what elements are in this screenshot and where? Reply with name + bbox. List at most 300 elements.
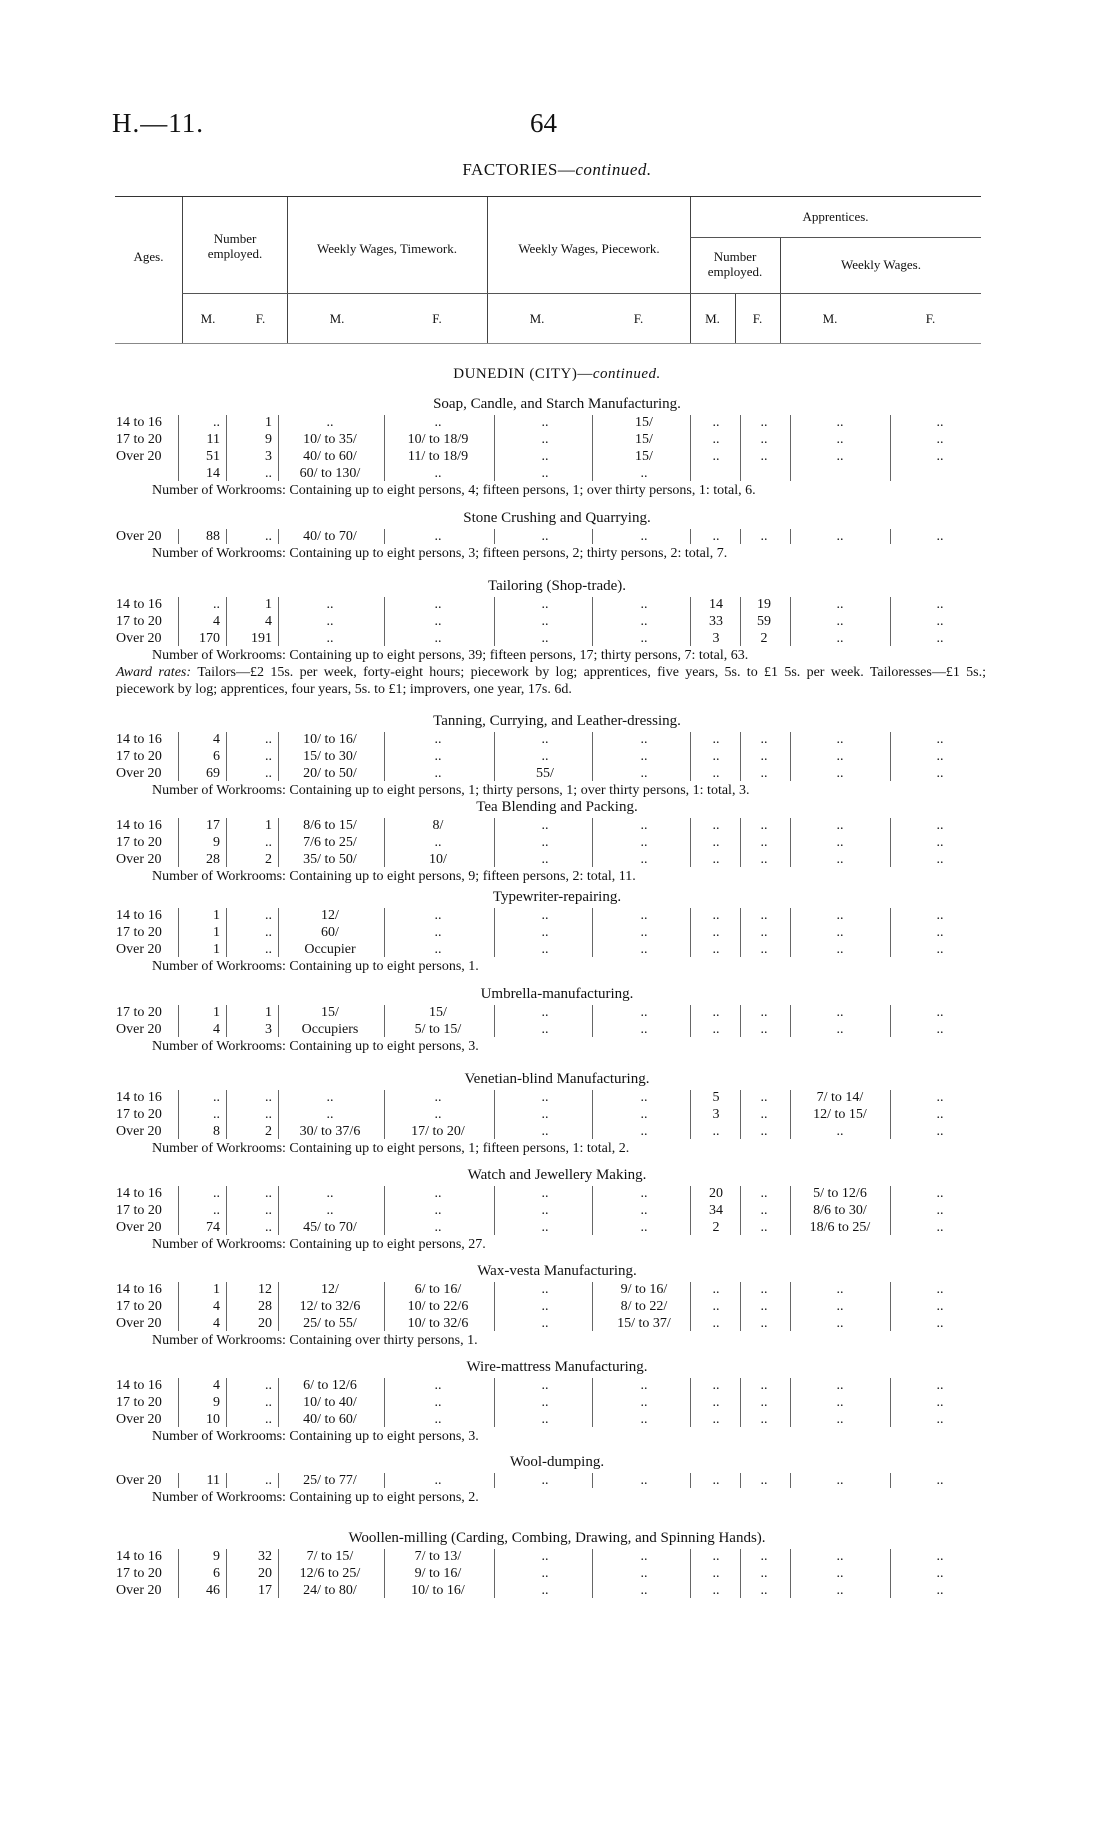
- column-rule: [178, 597, 179, 646]
- male-count-cell: 74: [206, 1220, 220, 1235]
- apprentice-wage-female-cell: ..: [936, 852, 944, 867]
- table-row: [0, 851, 1114, 868]
- column-rule: [178, 1282, 179, 1331]
- industry-section: [0, 1452, 1114, 1506]
- female-count-cell: 3: [265, 1022, 272, 1037]
- female-count-cell: ..: [265, 766, 272, 781]
- section-title: Soap, Candle, and Starch Manufacturing.: [433, 396, 681, 412]
- header-f: F.: [752, 311, 763, 326]
- apprentice-female-cell: ..: [760, 908, 768, 923]
- male-count-cell: 4: [213, 614, 220, 629]
- female-count-cell: ..: [265, 1186, 272, 1201]
- apprentice-male-cell: ..: [712, 925, 720, 940]
- female-count-cell: ..: [265, 1107, 272, 1122]
- column-rule: [890, 597, 891, 646]
- apprentice-male-cell: ..: [712, 1124, 720, 1139]
- column-rule: [690, 529, 691, 544]
- column-rule: [740, 732, 741, 781]
- timework-female-cell: ..: [434, 614, 442, 629]
- age-cell: 17 to 20: [116, 1005, 162, 1020]
- table-row: [0, 1411, 1114, 1428]
- section-title: Wax-vesta Manufacturing.: [477, 1263, 637, 1279]
- age-cell: 17 to 20: [116, 925, 162, 940]
- column-rule: [592, 529, 593, 544]
- apprentice-wage-male-cell: ..: [836, 1022, 844, 1037]
- timework-female-cell: 7/ to 13/: [414, 1549, 462, 1564]
- column-rule: [278, 1005, 279, 1037]
- column-rule: [740, 1005, 741, 1037]
- section-rows: [0, 1281, 1114, 1332]
- apprentice-male-cell: ..: [712, 852, 720, 867]
- table-row: [0, 941, 1114, 958]
- timework-male-cell: 15/ to 30/: [303, 749, 357, 764]
- apprentice-wage-female-cell: ..: [936, 732, 944, 747]
- apprentice-wage-male-cell: 5/ to 12/6: [813, 1186, 867, 1201]
- timework-female-cell: 17/ to 20/: [411, 1124, 465, 1139]
- timework-female-cell: ..: [434, 529, 442, 544]
- column-rule: [278, 597, 279, 646]
- apprentice-male-cell: ..: [712, 415, 720, 430]
- timework-male-cell: 10/ to 35/: [303, 432, 357, 447]
- female-count-cell: ..: [265, 732, 272, 747]
- section-title: Tea Blending and Packing.: [476, 799, 638, 815]
- age-cell: 17 to 20: [116, 835, 162, 850]
- section-title: Stone Crushing and Quarrying.: [463, 510, 651, 526]
- age-cell: 17 to 20: [116, 1566, 162, 1581]
- column-rule: [278, 908, 279, 957]
- apprentice-wage-male-cell: 18/6 to 25/: [809, 1220, 871, 1235]
- piecework-female-cell: ..: [640, 1005, 648, 1020]
- workrooms-note: Number of Workrooms: Containing over thirty persons, 1.: [152, 1333, 478, 1348]
- column-rule: [278, 415, 279, 481]
- apprentice-male-cell: ..: [712, 449, 720, 464]
- piecework-male-cell: ..: [541, 631, 549, 646]
- header-m: M.: [705, 311, 720, 326]
- piecework-male-cell: ..: [541, 1005, 549, 1020]
- timework-male-cell: 24/ to 80/: [303, 1583, 357, 1598]
- age-cell: Over 20: [116, 1022, 162, 1037]
- column-rule: [790, 1549, 791, 1598]
- apprentice-wage-male-cell: ..: [836, 942, 844, 957]
- timework-female-cell: ..: [434, 415, 442, 430]
- piecework-female-cell: ..: [640, 1473, 648, 1488]
- age-cell: Over 20: [116, 1316, 162, 1331]
- column-rule: [690, 1549, 691, 1598]
- piecework-male-cell: ..: [541, 1412, 549, 1427]
- apprentice-male-cell: ..: [712, 1299, 720, 1314]
- apprentice-male-cell: ..: [712, 818, 720, 833]
- column-rule: [178, 1005, 179, 1037]
- apprentice-male-cell: ..: [712, 766, 720, 781]
- apprentice-wage-male-cell: ..: [836, 908, 844, 923]
- industry-section: [0, 887, 1114, 975]
- column-rule: [178, 1186, 179, 1235]
- section-title: Wool-dumping.: [509, 1454, 605, 1470]
- timework-female-cell: ..: [434, 1186, 442, 1201]
- table-row: [0, 431, 1114, 448]
- timework-male-cell: 60/ to 130/: [299, 466, 361, 481]
- age-cell: 14 to 16: [116, 1282, 162, 1297]
- piecework-male-cell: ..: [541, 1220, 549, 1235]
- piecework-male-cell: ..: [541, 1395, 549, 1410]
- timework-female-cell: ..: [434, 766, 442, 781]
- section-title: Wire-mattress Manufacturing.: [466, 1359, 648, 1375]
- timework-male-cell: 6/ to 12/6: [303, 1378, 357, 1393]
- section-title: Venetian-blind Manufacturing.: [464, 1071, 650, 1087]
- industry-section: [0, 1069, 1114, 1157]
- piecework-male-cell: ..: [541, 597, 549, 612]
- column-rule: [384, 1186, 385, 1235]
- header-rule: [115, 343, 981, 344]
- header-f: F.: [432, 311, 442, 326]
- column-rule: [592, 1473, 593, 1488]
- piecework-female-cell: ..: [640, 529, 648, 544]
- section-rows: [0, 907, 1114, 958]
- column-rule: [178, 818, 179, 867]
- apprentice-male-cell: ..: [712, 1378, 720, 1393]
- apprentice-wage-male-cell: ..: [836, 1473, 844, 1488]
- female-count-cell: 12: [258, 1282, 272, 1297]
- timework-male-cell: 12/ to 32/6: [299, 1299, 361, 1314]
- timework-female-cell: ..: [434, 631, 442, 646]
- column-rule: [226, 1473, 227, 1488]
- timework-female-cell: ..: [434, 835, 442, 850]
- piecework-male-cell: ..: [541, 1549, 549, 1564]
- apprentice-female-cell: ..: [760, 818, 768, 833]
- timework-male-cell: ..: [326, 614, 334, 629]
- piecework-male-cell: ..: [541, 1124, 549, 1139]
- column-rule: [494, 1473, 495, 1488]
- female-count-cell: ..: [265, 1090, 272, 1105]
- piecework-female-cell: ..: [640, 1412, 648, 1427]
- apprentice-wage-male-cell: ..: [836, 1412, 844, 1427]
- apprentice-male-cell: ..: [712, 732, 720, 747]
- column-rule: [890, 1005, 891, 1037]
- apprentice-wage-male-cell: ..: [836, 529, 844, 544]
- section-title: Typewriter-repairing.: [492, 889, 622, 905]
- column-rule: [278, 1090, 279, 1139]
- female-count-cell: ..: [265, 908, 272, 923]
- table-row: [0, 1548, 1114, 1565]
- male-count-cell: 46: [206, 1583, 220, 1598]
- award-rates-text: Tailors—£2 15s. per week, forty-eight hours; piecework by log; apprentices, five years, 5s. to £1 5s. per week. Tailoresses—£1 5s.; piecework by log; apprentices, four years, 5s. to £1; improvers, one year, 17s. 6d.: [116, 665, 986, 697]
- column-rule: [690, 818, 691, 867]
- timework-female-cell: ..: [434, 749, 442, 764]
- header-rule: [182, 293, 981, 294]
- male-count-cell: 170: [199, 631, 220, 646]
- section-title: Umbrella-manufacturing.: [480, 986, 634, 1002]
- apprentice-wage-male-cell: ..: [836, 818, 844, 833]
- section-rows: [0, 731, 1114, 782]
- column-rule: [494, 1378, 495, 1427]
- male-count-cell: ..: [213, 1203, 220, 1218]
- timework-female-cell: 15/: [429, 1005, 447, 1020]
- column-rule: [178, 1090, 179, 1139]
- timework-female-cell: ..: [434, 942, 442, 957]
- apprentice-male-cell: ..: [712, 1583, 720, 1598]
- industry-section: [0, 1528, 1114, 1599]
- column-rule: [384, 732, 385, 781]
- apprentice-wage-female-cell: ..: [936, 1282, 944, 1297]
- age-cell: 14 to 16: [116, 597, 162, 612]
- apprentice-wage-female-cell: ..: [936, 942, 944, 957]
- apprentice-female-cell: ..: [760, 432, 768, 447]
- timework-male-cell: 12/: [321, 1282, 339, 1297]
- timework-female-cell: 10/ to 32/6: [407, 1316, 469, 1331]
- apprentice-wage-male-cell: ..: [836, 1005, 844, 1020]
- male-count-cell: 6: [213, 749, 220, 764]
- piecework-male-cell: ..: [541, 942, 549, 957]
- column-rule: [226, 732, 227, 781]
- piecework-male-cell: ..: [541, 1022, 549, 1037]
- column-rule: [790, 415, 791, 481]
- industry-section: [0, 1357, 1114, 1445]
- column-rule: [740, 1282, 741, 1331]
- apprentice-wage-female-cell: ..: [936, 818, 944, 833]
- award-rates: [0, 664, 1114, 698]
- column-rule: [690, 1005, 691, 1037]
- piecework-female-cell: ..: [640, 852, 648, 867]
- male-count-cell: 4: [213, 1316, 220, 1331]
- timework-female-cell: ..: [434, 1473, 442, 1488]
- piecework-male-cell: ..: [541, 432, 549, 447]
- apprentice-wage-male-cell: ..: [836, 749, 844, 764]
- apprentice-male-cell: 34: [709, 1203, 723, 1218]
- apprentice-male-cell: ..: [712, 1005, 720, 1020]
- apprentice-wage-female-cell: ..: [936, 1005, 944, 1020]
- table-row: [0, 1021, 1114, 1038]
- apprentice-wage-male-cell: ..: [836, 925, 844, 940]
- industry-section: [0, 1261, 1114, 1349]
- header-number-employed: Number employed.: [207, 231, 263, 261]
- column-rule: [690, 1186, 691, 1235]
- apprentice-female-cell: ..: [760, 1090, 768, 1105]
- apprentice-wage-male-cell: ..: [836, 597, 844, 612]
- apprentice-male-cell: 20: [709, 1186, 723, 1201]
- table-row: [0, 1123, 1114, 1140]
- piecework-female-cell: ..: [640, 1583, 648, 1598]
- column-rule: [278, 529, 279, 544]
- column-rule: [384, 415, 385, 481]
- column-rule: [790, 732, 791, 781]
- column-rule: [690, 415, 691, 481]
- age-cell: Over 20: [116, 529, 162, 544]
- column-rule: [690, 1473, 691, 1488]
- page-number: 64: [530, 108, 557, 138]
- apprentice-male-cell: ..: [712, 942, 720, 957]
- apprentice-male-cell: ..: [712, 1395, 720, 1410]
- workrooms-note: Number of Workrooms: Containing up to eight persons, 39; fifteen persons, 17; thirty persons, 7: total, 63.: [152, 648, 749, 663]
- piecework-female-cell: 15/: [635, 415, 653, 430]
- timework-male-cell: 10/ to 40/: [303, 1395, 357, 1410]
- piecework-female-cell: ..: [640, 1022, 648, 1037]
- male-count-cell: ..: [213, 1107, 220, 1122]
- female-count-cell: 191: [251, 631, 272, 646]
- table-row: [0, 630, 1114, 647]
- column-rule: [278, 732, 279, 781]
- timework-male-cell: ..: [326, 597, 334, 612]
- piecework-male-cell: ..: [541, 614, 549, 629]
- table-row: [0, 748, 1114, 765]
- column-rule: [226, 415, 227, 481]
- award-rates-label: Award rates:: [116, 665, 198, 680]
- column-rule: [178, 529, 179, 544]
- piecework-female-cell: ..: [640, 1549, 648, 1564]
- female-count-cell: 2: [265, 1124, 272, 1139]
- apprentice-wage-female-cell: ..: [936, 835, 944, 850]
- piecework-male-cell: ..: [541, 925, 549, 940]
- industry-section: [0, 984, 1114, 1055]
- piecework-male-cell: ..: [541, 835, 549, 850]
- column-rule: [494, 1090, 495, 1139]
- column-rule: [278, 1473, 279, 1488]
- column-rule: [890, 1473, 891, 1488]
- timework-female-cell: ..: [434, 1203, 442, 1218]
- column-rule: [790, 1282, 791, 1331]
- apprentice-wage-female-cell: ..: [936, 1473, 944, 1488]
- apprentice-male-cell: ..: [712, 529, 720, 544]
- apprentice-female-cell: ..: [760, 1107, 768, 1122]
- column-rule: [890, 1282, 891, 1331]
- apprentice-female-cell: ..: [760, 1186, 768, 1201]
- column-rule: [740, 597, 741, 646]
- piecework-female-cell: ..: [640, 925, 648, 940]
- table-row: [0, 1219, 1114, 1236]
- section-rows: [0, 528, 1114, 545]
- apprentice-female-cell: ..: [760, 1549, 768, 1564]
- timework-female-cell: ..: [434, 1378, 442, 1393]
- apprentice-wage-male-cell: ..: [836, 631, 844, 646]
- apprentice-wage-male-cell: 7/ to 14/: [816, 1090, 864, 1105]
- female-count-cell: ..: [265, 925, 272, 940]
- apprentice-wage-male-cell: ..: [836, 1378, 844, 1393]
- timework-male-cell: ..: [326, 1090, 334, 1105]
- timework-male-cell: 45/ to 70/: [303, 1220, 357, 1235]
- workrooms-note: Number of Workrooms: Containing up to eight persons, 4; fifteen persons, 1; over thirty persons, 1: total, 6.: [152, 483, 756, 498]
- column-rule: [740, 1549, 741, 1598]
- male-count-cell: 51: [206, 449, 220, 464]
- column-rule: [494, 415, 495, 481]
- apprentice-female-cell: ..: [760, 942, 768, 957]
- female-count-cell: ..: [265, 1203, 272, 1218]
- piecework-female-cell: ..: [640, 1107, 648, 1122]
- apprentice-wage-male-cell: ..: [836, 835, 844, 850]
- timework-male-cell: 7/6 to 25/: [303, 835, 357, 850]
- timework-male-cell: ..: [326, 1186, 334, 1201]
- apprentice-wage-female-cell: ..: [936, 631, 944, 646]
- table-row: [0, 907, 1114, 924]
- age-cell: 17 to 20: [116, 432, 162, 447]
- column-rule: [384, 1090, 385, 1139]
- section-rows: [0, 817, 1114, 868]
- column-rule: [790, 1090, 791, 1139]
- industry-section: [0, 576, 1114, 698]
- male-count-cell: 8: [213, 1124, 220, 1139]
- column-rule: [740, 1378, 741, 1427]
- table-row: [0, 414, 1114, 431]
- column-rule: [790, 1186, 791, 1235]
- age-cell: 17 to 20: [116, 1395, 162, 1410]
- column-rule: [790, 1473, 791, 1488]
- apprentice-male-cell: ..: [712, 749, 720, 764]
- column-rule: [890, 818, 891, 867]
- apprentice-wage-female-cell: ..: [936, 1186, 944, 1201]
- table-row: [0, 1472, 1114, 1489]
- male-count-cell: 1: [213, 942, 220, 957]
- apprentice-wage-female-cell: ..: [936, 1090, 944, 1105]
- apprentice-female-cell: ..: [760, 1124, 768, 1139]
- column-rule: [226, 1186, 227, 1235]
- age-cell: 14 to 16: [116, 1549, 162, 1564]
- apprentice-wage-male-cell: ..: [836, 1583, 844, 1598]
- apprentice-male-cell: ..: [712, 908, 720, 923]
- piecework-male-cell: ..: [541, 415, 549, 430]
- header-piecework: Weekly Wages, Piecework.: [518, 241, 660, 256]
- timework-male-cell: 40/ to 70/: [303, 529, 357, 544]
- female-count-cell: 1: [265, 1005, 272, 1020]
- timework-male-cell: ..: [326, 631, 334, 646]
- column-rule: [592, 1282, 593, 1331]
- timework-male-cell: 15/: [321, 1005, 339, 1020]
- column-rule: [690, 908, 691, 957]
- column-rule: [790, 1378, 791, 1427]
- column-rule: [178, 1473, 179, 1488]
- piecework-female-cell: ..: [640, 749, 648, 764]
- apprentice-wage-female-cell: ..: [936, 1203, 944, 1218]
- piecework-female-cell: ..: [640, 908, 648, 923]
- female-count-cell: ..: [265, 942, 272, 957]
- table-row: [0, 1106, 1114, 1123]
- male-count-cell: 6: [213, 1566, 220, 1581]
- timework-male-cell: 12/6 to 25/: [299, 1566, 361, 1581]
- workrooms-note: Number of Workrooms: Containing up to eight persons, 1.: [152, 959, 479, 974]
- timework-male-cell: 25/ to 55/: [303, 1316, 357, 1331]
- male-count-cell: 1: [213, 908, 220, 923]
- apprentice-female-cell: ..: [760, 1005, 768, 1020]
- apprentice-male-cell: ..: [712, 1412, 720, 1427]
- section-rows: [0, 596, 1114, 647]
- apprentice-female-cell: ..: [760, 529, 768, 544]
- section-rows: [0, 1472, 1114, 1489]
- column-rule: [384, 597, 385, 646]
- column-rule: [494, 1282, 495, 1331]
- apprentice-female-cell: ..: [760, 1316, 768, 1331]
- apprentice-female-cell: ..: [760, 415, 768, 430]
- workrooms-note: Number of Workrooms: Containing up to eight persons, 1; fifteen persons, 1: total, 2.: [152, 1141, 630, 1156]
- timework-female-cell: 9/ to 16/: [414, 1566, 462, 1581]
- apprentice-wage-female-cell: ..: [936, 449, 944, 464]
- piecework-male-cell: ..: [541, 449, 549, 464]
- timework-male-cell: 40/ to 60/: [303, 449, 357, 464]
- header-ages: Ages.: [133, 249, 164, 264]
- apprentice-wage-female-cell: ..: [936, 766, 944, 781]
- apprentice-female-cell: ..: [760, 1282, 768, 1297]
- column-rule: [890, 908, 891, 957]
- age-cell: Over 20: [116, 766, 162, 781]
- female-count-cell: 32: [258, 1549, 272, 1564]
- header-app-wages: Weekly Wages.: [841, 257, 921, 272]
- piecework-male-cell: ..: [541, 908, 549, 923]
- column-rule: [592, 1005, 593, 1037]
- table-row: [0, 1004, 1114, 1021]
- apprentice-wage-female-cell: ..: [936, 1299, 944, 1314]
- male-count-cell: 1: [213, 1282, 220, 1297]
- age-cell: Over 20: [116, 631, 162, 646]
- male-count-cell: ..: [213, 597, 220, 612]
- column-rule: [278, 1378, 279, 1427]
- age-cell: Over 20: [116, 1473, 162, 1488]
- apprentice-wage-female-cell: ..: [936, 1412, 944, 1427]
